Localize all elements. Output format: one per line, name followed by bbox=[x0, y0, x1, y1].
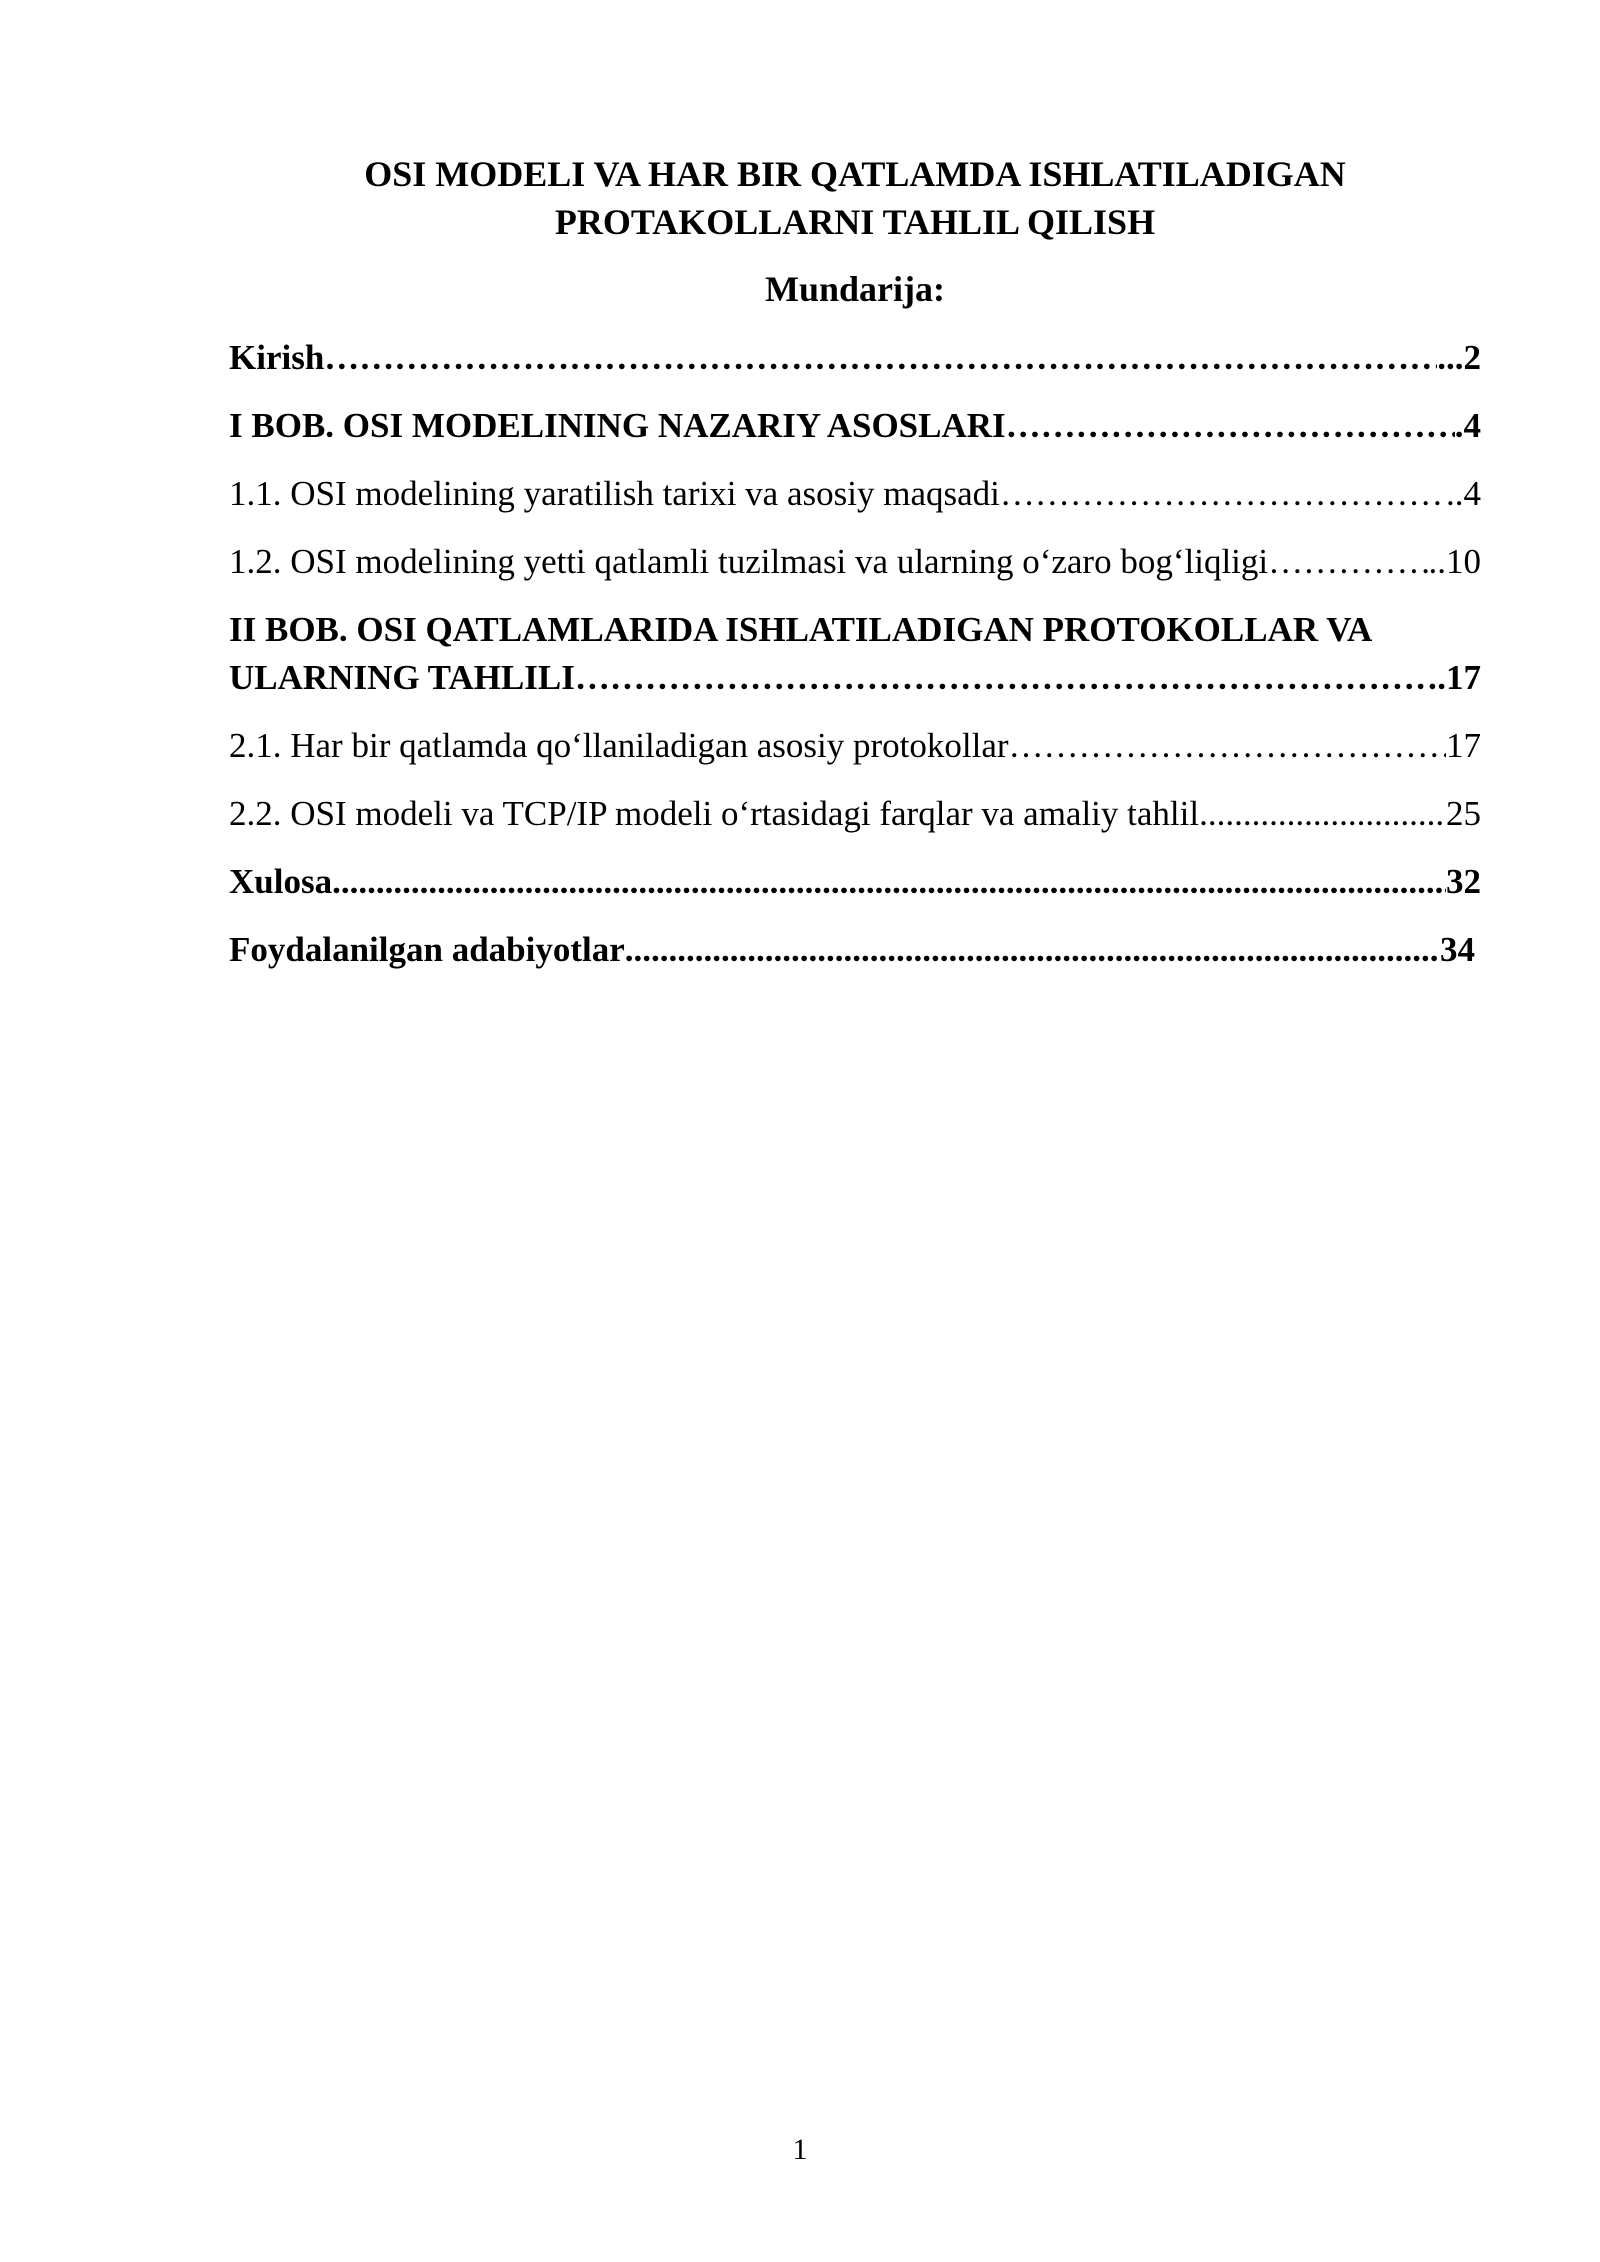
toc-entry-section-2-1[interactable] bbox=[229, 722, 1481, 770]
toc-leader bbox=[575, 654, 1437, 702]
toc-entry-chapter-1[interactable] bbox=[229, 402, 1481, 450]
toc-leader-tail: .. bbox=[1446, 474, 1464, 513]
title-line-1: OSI MODELI VA HAR BIR QATLAMDA ISHLATILADIGAN bbox=[364, 154, 1346, 194]
toc-entry-label-line-1: II BOB. OSI QATLAMLARIDA ISHLATILADIGAN PROTOKOLLAR VA bbox=[229, 610, 1373, 649]
toc-leader-tail: ... bbox=[1437, 338, 1464, 377]
contents-heading: Mundarija: bbox=[765, 269, 945, 309]
toc-page-number: 17 bbox=[1446, 658, 1481, 697]
toc-page-number: 10 bbox=[1446, 542, 1481, 581]
toc-leader-tail: . bbox=[1454, 406, 1464, 445]
title-line-2: PROTAKOLLARNI TAHLIL QILISH bbox=[554, 202, 1156, 242]
toc-entry-xulosa[interactable] bbox=[229, 858, 1481, 906]
toc-leader bbox=[332, 858, 1446, 906]
toc-entry-label: ULARNING TAHLILI bbox=[229, 658, 575, 697]
toc-page-number: 4 bbox=[1463, 406, 1481, 445]
toc-entry-section-1-1[interactable] bbox=[229, 470, 1481, 518]
toc-entry-section-1-2[interactable] bbox=[229, 538, 1481, 586]
toc-entry-label: Kirish bbox=[229, 338, 325, 377]
toc-page-number: 4 bbox=[1463, 474, 1481, 513]
page-number: 1 bbox=[792, 2133, 808, 2166]
toc-entry-label: 1.1. OSI modelining yaratilish tarixi va asosiy maqsadi bbox=[229, 474, 1000, 513]
document-title bbox=[230, 150, 1480, 246]
toc-entry-label: 2.1. Har bir qatlamda qo‘llaniladigan asosiy protokollar bbox=[229, 726, 1009, 765]
toc-page-number: 17 bbox=[1446, 726, 1481, 765]
toc-leader bbox=[1006, 402, 1455, 450]
toc-leader bbox=[1268, 538, 1428, 586]
toc-page-number: 2 bbox=[1463, 338, 1481, 377]
toc-entry-kirish[interactable] bbox=[229, 334, 1481, 382]
toc-entry-references[interactable] bbox=[229, 926, 1475, 974]
toc-page-number: 25 bbox=[1446, 794, 1481, 833]
toc-entry-label: Foydalanilgan adabiyotlar bbox=[229, 930, 625, 969]
toc-leader bbox=[1000, 470, 1446, 518]
toc-page-number: 32 bbox=[1446, 862, 1481, 901]
toc-entry-label: I BOB. OSI MODELINING NAZARIY ASOSLARI bbox=[229, 406, 1006, 445]
toc-entry-chapter-2[interactable] bbox=[229, 606, 1481, 702]
toc-entry-label: 1.2. OSI modelining yetti qatlamli tuzilmasi va ularning o‘zaro bog‘liqligi bbox=[229, 542, 1269, 581]
toc-page-number: 34 bbox=[1440, 930, 1475, 969]
toc-leader-tail: . bbox=[1437, 658, 1446, 697]
toc-leader bbox=[1009, 722, 1446, 770]
toc-leader bbox=[1199, 790, 1446, 838]
toc-entry-section-2-2[interactable] bbox=[229, 790, 1481, 838]
toc-leader bbox=[324, 334, 1437, 382]
toc-entry-label: 2.2. OSI modeli va TCP/IP modeli o‘rtasidagi farqlar va amaliy tahlil bbox=[229, 794, 1200, 833]
toc-entry-label: Xulosa bbox=[229, 862, 333, 901]
toc-leader bbox=[625, 926, 1440, 974]
toc-leader-tail: .. bbox=[1428, 542, 1446, 581]
